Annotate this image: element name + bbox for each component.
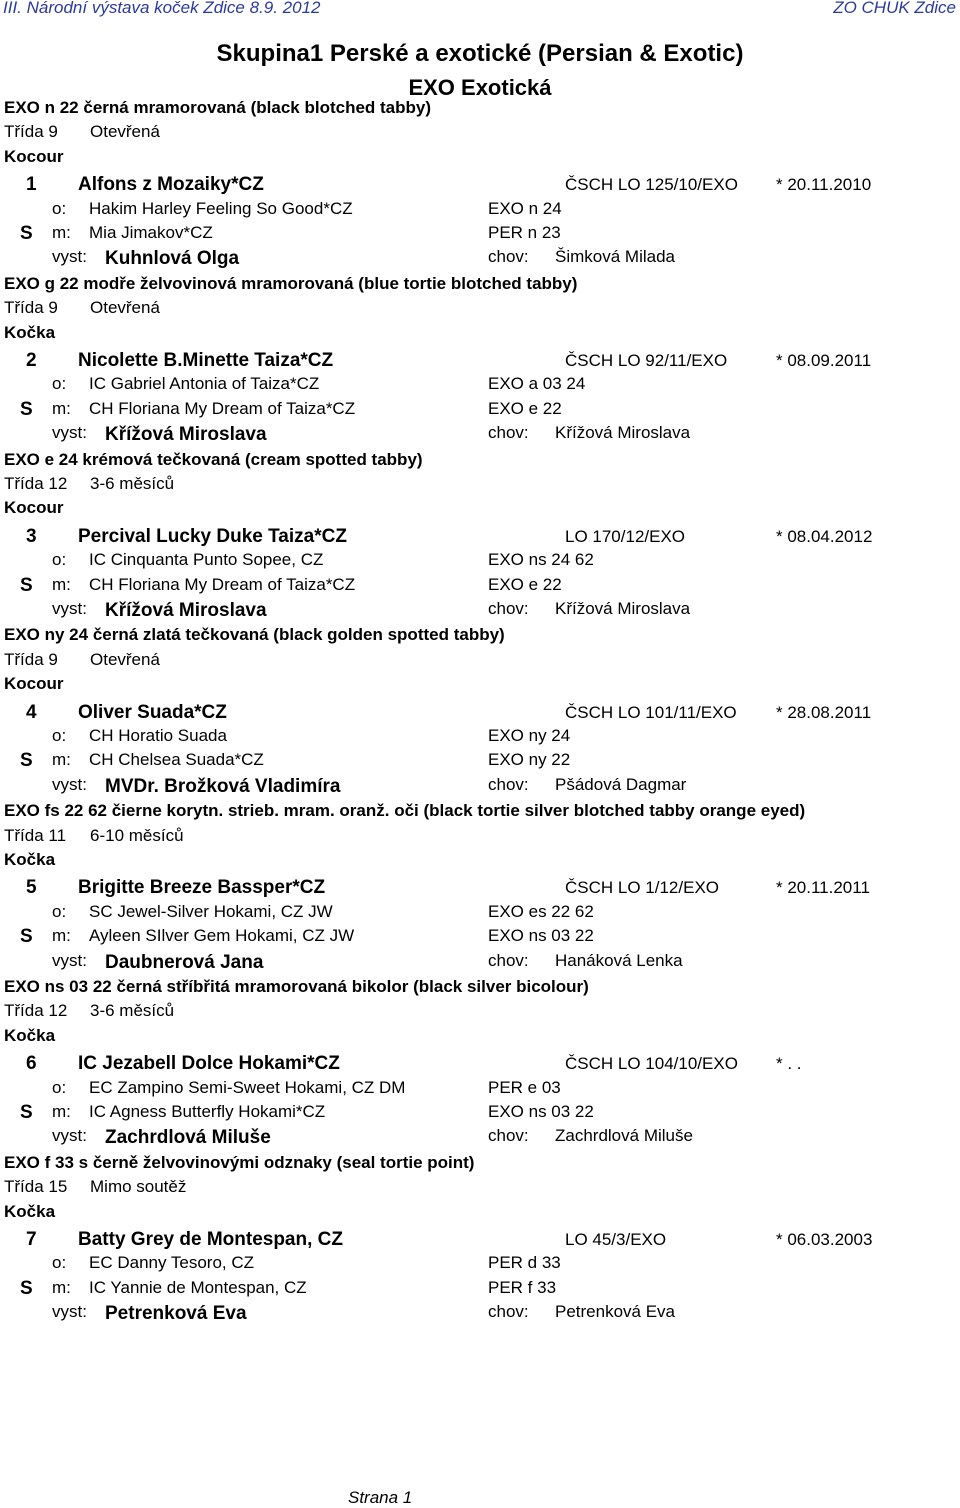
- sire-code: EXO es 22 62: [488, 901, 594, 921]
- sire-code: PER e 03: [488, 1077, 561, 1097]
- sex-heading: Kočka: [4, 322, 56, 342]
- cat-number: 6: [26, 1053, 37, 1075]
- registration: ČSCH LO 101/11/EXO: [565, 702, 737, 722]
- exhibitor-label: vyst:: [52, 1302, 87, 1322]
- breeder-label: chov:: [488, 423, 529, 443]
- dam-name: CH Floriana My Dream of Taiza*CZ: [89, 574, 356, 594]
- page-header: [0, 0, 960, 20]
- color-heading: EXO ns 03 22 černá stříbřitá mramorovaná bikolor (black silver bicolour): [4, 977, 589, 996]
- sire-label: o:: [52, 550, 67, 570]
- cat-number: 1: [26, 174, 37, 196]
- birth-date: * 28.08.2011: [776, 702, 872, 722]
- dam-code: EXO ny 22: [488, 750, 571, 770]
- exhibitor-label: vyst:: [52, 774, 87, 794]
- class-name: Otevřená: [90, 649, 160, 669]
- sire-label: o:: [52, 901, 67, 921]
- sire-label: o:: [52, 726, 67, 745]
- sex-heading: Kocour: [4, 674, 64, 694]
- sex-heading: Kocour: [4, 498, 64, 518]
- dam-label: m:: [52, 223, 71, 242]
- dam-label: m:: [52, 750, 71, 770]
- sire-code: EXO ns 24 62: [488, 550, 594, 570]
- exhibitor-name: Petrenková Eva: [105, 1303, 247, 1325]
- sire-code: EXO ny 24: [488, 726, 571, 745]
- dam-name: Ayleen SIlver Gem Hokami, CZ JW: [89, 926, 355, 946]
- cat-number: 5: [26, 877, 37, 899]
- cat-name: Nicolette B.Minette Taiza*CZ: [78, 350, 334, 371]
- class-name: 3-6 měsíců: [90, 474, 175, 493]
- side-letter: S: [20, 398, 33, 420]
- dam-code: EXO e 22: [488, 574, 562, 594]
- breeder-name: Petrenková Eva: [555, 1302, 676, 1322]
- side-letter: S: [20, 926, 33, 948]
- class-number: Třída 9: [4, 649, 58, 669]
- class-number: Třída 12: [4, 474, 68, 493]
- registration: LO 170/12/EXO: [565, 526, 686, 546]
- exhibitor-name: Křížová Miroslava: [105, 600, 267, 621]
- class-name: 6-10 měsíců: [90, 825, 184, 845]
- breeder-label: chov:: [488, 599, 529, 618]
- dam-code: PER n 23: [488, 223, 561, 242]
- sire-name: CH Horatio Suada: [89, 726, 227, 745]
- exhibitor-name: Křížová Miroslava: [105, 424, 267, 446]
- side-letter: S: [20, 574, 33, 596]
- class-number: Třída 9: [4, 298, 58, 318]
- birth-date: * 08.04.2012: [776, 526, 873, 546]
- page-number: Strana 1: [348, 1488, 413, 1507]
- breeder-name: Hanáková Lenka: [555, 950, 683, 970]
- color-heading: EXO ny 24 černá zlatá tečkovaná (black golden spotted tabby): [4, 625, 505, 645]
- sire-label: o:: [52, 198, 67, 218]
- color-heading: EXO fs 22 62 čierne korytn. strieb. mram. oranž. oči (black tortie silver blotched tabby orange eyed): [4, 801, 806, 821]
- registration: ČSCH LO 104/10/EXO: [565, 1054, 738, 1074]
- birth-date: * 20.11.2010: [776, 175, 872, 195]
- dam-code: PER f 33: [488, 1277, 557, 1297]
- dam-code: EXO ns 03 22: [488, 926, 594, 946]
- exhibitor-label: vyst:: [52, 423, 87, 443]
- sire-name: IC Gabriel Antonia of Taiza*CZ: [89, 374, 320, 394]
- breeder-name: Zachrdlová Miluše: [555, 1126, 693, 1146]
- class-name: Mimo soutěž: [90, 1177, 187, 1197]
- cat-number: 2: [26, 350, 37, 371]
- exhibitor-label: vyst:: [52, 599, 87, 618]
- birth-date: * 06.03.2003: [776, 1230, 873, 1249]
- side-letter: S: [20, 223, 33, 244]
- breeder-label: chov:: [488, 247, 529, 267]
- breeder-name: Křížová Miroslava: [555, 599, 691, 618]
- sire-label: o:: [52, 1253, 67, 1273]
- side-letter: S: [20, 1277, 33, 1299]
- registration: LO 45/3/EXO: [565, 1230, 667, 1249]
- class-number: Třída 12: [4, 1001, 68, 1021]
- dam-name: CH Floriana My Dream of Taiza*CZ: [89, 398, 356, 418]
- sex-heading: Kočka: [4, 1025, 56, 1045]
- class-number: Třída 15: [4, 1177, 68, 1197]
- dam-code: EXO e 22: [488, 398, 562, 418]
- class-name: 3-6 měsíců: [90, 1001, 175, 1021]
- header-organizer: ZO CHUK Zdice: [833, 0, 956, 17]
- cat-name: IC Jezabell Dolce Hokami*CZ: [78, 1053, 340, 1075]
- sex-heading: Kočka: [4, 850, 56, 869]
- registration: ČSCH LO 125/10/EXO: [565, 175, 738, 195]
- breeder-name: Šimková Milada: [555, 247, 675, 267]
- exhibitor-name: Kuhnlová Olga: [105, 248, 240, 270]
- sire-name: SC Jewel-Silver Hokami, CZ JW: [89, 901, 333, 921]
- dam-label: m:: [52, 1277, 71, 1297]
- header-event: III. Národní výstava koček Zdice 8.9. 2012: [3, 0, 321, 17]
- sex-heading: Kocour: [4, 146, 64, 166]
- dam-label: m:: [52, 398, 71, 418]
- breeder-label: chov:: [488, 950, 529, 970]
- dam-label: m:: [52, 574, 71, 594]
- color-heading: EXO g 22 modře želvovinová mramorovaná (blue tortie blotched tabby): [4, 273, 578, 293]
- color-heading: EXO e 24 krémová tečkovaná (cream spotted tabby): [4, 449, 423, 469]
- page-title: Skupina1 Perské a exotické (Persian & Exotic): [216, 40, 744, 67]
- breeder-label: chov:: [488, 1126, 529, 1146]
- sire-label: o:: [52, 1077, 67, 1097]
- dam-code: EXO ns 03 22: [488, 1102, 594, 1121]
- dam-name: CH Chelsea Suada*CZ: [89, 750, 264, 770]
- sire-name: EC Zampino Semi-Sweet Hokami, CZ DM: [89, 1077, 406, 1097]
- cat-name: Alfons z Mozaiky*CZ: [78, 174, 264, 196]
- breed-title: EXO Exotická: [408, 75, 552, 100]
- sex-heading: Kočka: [4, 1201, 56, 1221]
- dam-label: m:: [52, 926, 71, 946]
- breeder-name: Pšádová Dagmar: [555, 774, 687, 794]
- sire-code: PER d 33: [488, 1253, 561, 1273]
- sire-name: EC Danny Tesoro, CZ: [89, 1253, 255, 1273]
- exhibitor-name: Daubnerová Jana: [105, 951, 264, 973]
- class-name: Otevřená: [90, 298, 160, 318]
- cat-name: Brigitte Breeze Bassper*CZ: [78, 877, 326, 899]
- sire-label: o:: [52, 374, 67, 394]
- side-letter: S: [20, 1102, 33, 1123]
- cat-number: 7: [26, 1229, 37, 1250]
- breeder-label: chov:: [488, 774, 529, 794]
- cat-number: 4: [26, 701, 37, 723]
- side-letter: S: [20, 750, 33, 772]
- birth-date: * 20.11.2011: [776, 878, 870, 898]
- sire-code: EXO n 24: [488, 198, 562, 218]
- cat-number: 3: [26, 525, 37, 547]
- registration: ČSCH LO 1/12/EXO: [565, 878, 720, 898]
- color-heading: EXO f 33 s černě želvovinovými odznaky (seal tortie point): [4, 1152, 475, 1172]
- sire-name: Hakim Harley Feeling So Good*CZ: [89, 198, 353, 218]
- color-heading: EXO n 22 černá mramorovaná (black blotched tabby): [4, 98, 432, 117]
- dam-name: IC Yannie de Montespan, CZ: [89, 1277, 307, 1297]
- exhibitor-label: vyst:: [52, 950, 87, 970]
- cat-name: Batty Grey de Montespan, CZ: [78, 1229, 343, 1250]
- exhibitor-name: MVDr. Brožková Vladimíra: [105, 775, 341, 797]
- breeder-label: chov:: [488, 1302, 529, 1322]
- exhibitor-label: vyst:: [52, 1126, 87, 1146]
- class-name: Otevřená: [90, 122, 160, 142]
- sire-name: IC Cinquanta Punto Sopee, CZ: [89, 550, 324, 570]
- birth-date: * . .: [776, 1054, 802, 1074]
- exhibitor-label: vyst:: [52, 247, 87, 267]
- birth-date: * 08.09.2011: [776, 351, 872, 370]
- cat-name: Oliver Suada*CZ: [78, 701, 227, 723]
- registration: ČSCH LO 92/11/EXO: [565, 351, 728, 370]
- dam-name: IC Agness Butterfly Hokami*CZ: [89, 1102, 326, 1121]
- breeder-name: Křížová Miroslava: [555, 423, 691, 443]
- cat-name: Percival Lucky Duke Taiza*CZ: [78, 525, 347, 547]
- dam-name: Mia Jimakov*CZ: [89, 223, 213, 242]
- class-number: Třída 9: [4, 122, 58, 142]
- sire-code: EXO a 03 24: [488, 374, 586, 394]
- exhibitor-name: Zachrdlová Miluše: [105, 1127, 271, 1149]
- dam-label: m:: [52, 1102, 71, 1121]
- class-number: Třída 11: [4, 825, 67, 845]
